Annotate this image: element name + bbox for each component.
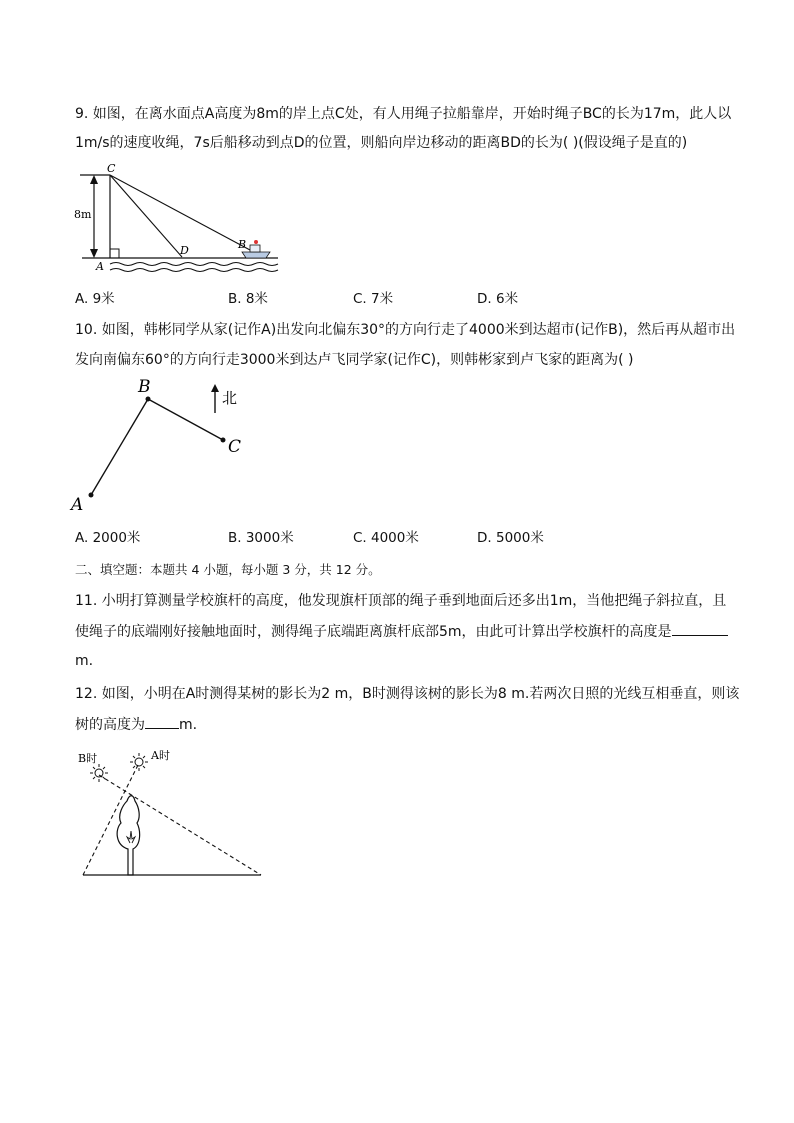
q9-wave-1: [110, 263, 278, 266]
q9-option-b[interactable]: B. 8米: [228, 291, 268, 307]
q12-text-line2-suffix: m.: [179, 717, 198, 733]
q10-point-c: [221, 438, 226, 443]
q9-label-a: A: [96, 260, 104, 273]
q9-label-b: B: [238, 238, 247, 251]
q10-figure: [65, 375, 255, 515]
north-arrow-icon: [211, 384, 219, 413]
q9-rope-cb: [110, 175, 250, 250]
q12-ray-a: [83, 765, 138, 875]
q11-text-line2: [75, 621, 728, 642]
q9-height-label: 8m: [74, 208, 92, 221]
q10-text-line1: 10. 如图，韩彬同学从家(记作A)出发向北偏东30°的方向行走了4000米到达超市(记作B)，然后再从超市出: [75, 322, 736, 338]
section2-title: 二、填空题：本题共 4 小题，每小题 3 分，共 12 分。: [75, 562, 381, 577]
q10-option-c[interactable]: C. 4000米: [353, 530, 419, 546]
q9-figure: [70, 160, 290, 280]
q11-text-line2-content: 使绳子的底端刚好接触地面时，测得绳子底端距离旗杆底部5m，由此可计算出学校旗杆的高度是: [75, 624, 672, 640]
q12-text-line2: [75, 714, 197, 735]
q12-text-line1: 12. 如图，小明在A时测得某树的影长为2 m，B时测得该树的影长为8 m.若两次日照的光线互相垂直，则该: [75, 686, 740, 702]
q9-text-line2: 1m/s的速度收绳，7s后船移动到点D的位置，则船向岸边移动的距离BD的长为( )(假设绳子是直的): [75, 135, 688, 151]
q10-label-b: B: [138, 377, 151, 397]
q11-answer-blank[interactable]: [672, 621, 728, 636]
q10-point-b: [146, 397, 151, 402]
q9-arrow-head-up: [90, 175, 98, 184]
sun-a-icon: [130, 753, 148, 771]
q9-option-d[interactable]: D. 6米: [477, 291, 519, 307]
q10-segment-bc: [148, 399, 223, 440]
q12-ray-b: [99, 775, 261, 875]
q10-north-label: 北: [222, 389, 238, 407]
q10-point-a: [89, 493, 94, 498]
q9-right-angle: [110, 249, 119, 258]
q10-option-d[interactable]: D. 5000米: [477, 530, 544, 546]
tree-icon: [117, 796, 139, 875]
q10-segment-ab: [91, 399, 148, 495]
q9-boat-icon: [242, 240, 270, 258]
q10-text-line2: 发向南偏东60°的方向行走3000米到达卢飞同学家(记作C)，则韩彬家到卢飞家的距离为( ): [75, 352, 634, 368]
q9-arrow-head-down: [90, 249, 98, 258]
q11-text-line3: m.: [75, 653, 94, 669]
q11-text-line1: 11. 小明打算测量学校旗杆的高度，他发现旗杆顶部的绳子垂到地面后还多出1m，当他把绳子斜拉直，且: [75, 593, 727, 609]
q10-label-c: C: [228, 437, 242, 457]
q9-option-c[interactable]: C. 7米: [353, 291, 394, 307]
q10-option-a[interactable]: A. 2000米: [75, 530, 141, 546]
q9-wave-2: [110, 269, 278, 272]
q9-option-a[interactable]: A. 9米: [75, 291, 115, 307]
q10-label-a: A: [71, 495, 84, 515]
q12-text-line2-prefix: 树的高度为: [75, 717, 145, 733]
q12-answer-blank[interactable]: [145, 714, 179, 729]
q9-text-line1: 9. 如图，在离水面点A高度为8m的岸上点C处，有人用绳子拉船靠岸，开始时绳子BC的长为17m，此人以: [75, 106, 732, 122]
q9-label-c: C: [107, 162, 116, 175]
q12-label-a-time: A时: [151, 749, 170, 762]
q12-figure: [75, 745, 275, 885]
q12-label-b-time: B时: [78, 752, 98, 765]
q10-option-b[interactable]: B. 3000米: [228, 530, 294, 546]
q9-rope-cd: [110, 175, 182, 257]
q9-label-d: D: [180, 244, 189, 257]
